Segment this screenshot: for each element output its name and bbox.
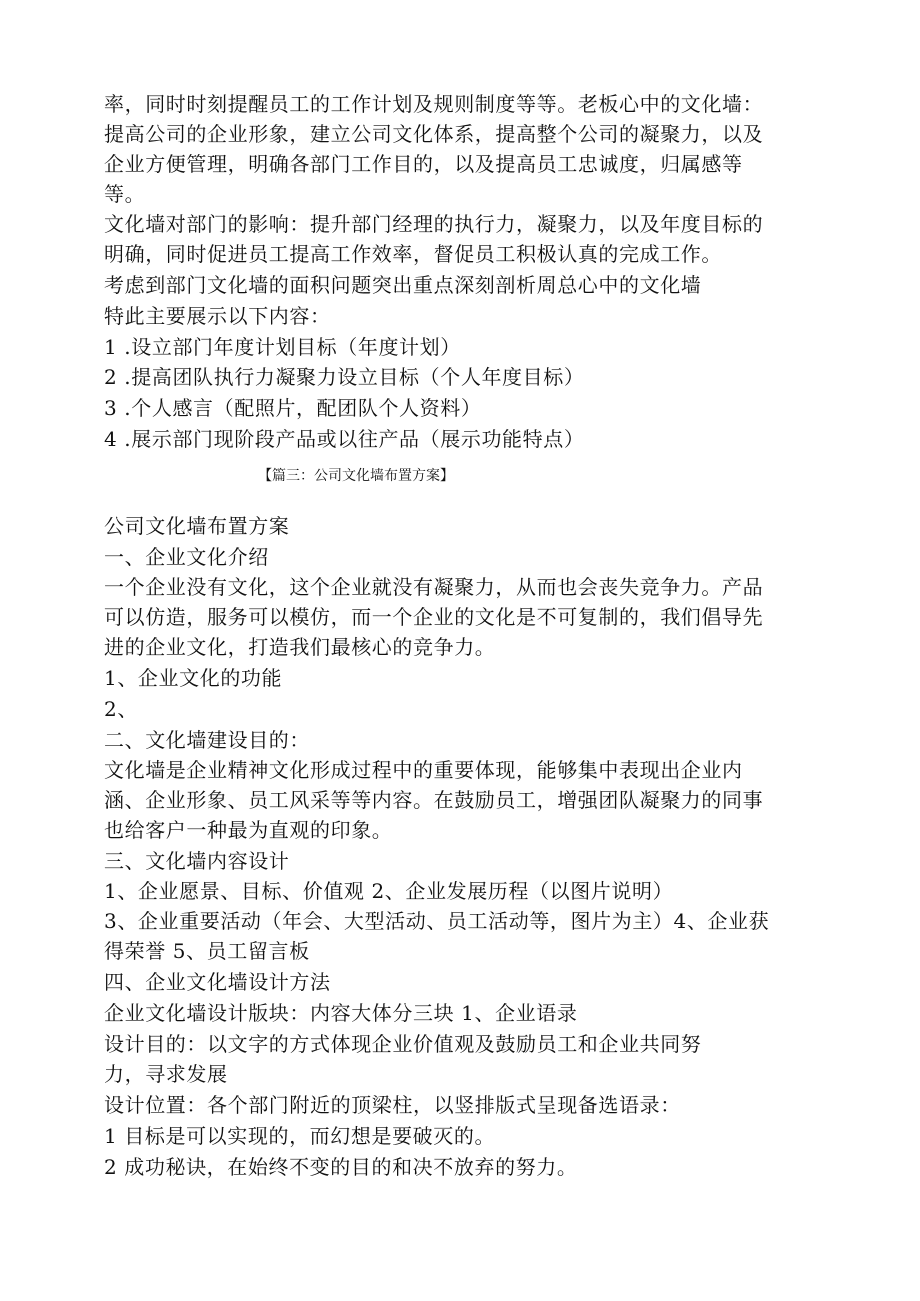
paragraph-line: 文化墙对部门的影响：提升部门经理的执行力，凝聚力，以及年度目标的 xyxy=(104,212,764,236)
section-heading: 二、文化墙建设目的： xyxy=(104,728,310,752)
list-item: 1 目标是可以实现的，而幻想是要破灭的。 xyxy=(104,1124,496,1148)
paragraph-line: 设计目的：以文字的方式体现企业价值观及鼓励员工和企业共同努 xyxy=(104,1032,702,1056)
list-item: 3 .个人感言（配照片，配团队个人资料） xyxy=(104,396,482,420)
section-heading: 一、企业文化介绍 xyxy=(104,545,269,569)
document-title: 公司文化墙布置方案 xyxy=(104,514,290,538)
paragraph-line: 企业方便管理，明确各部门工作目的，以及提高员工忠诚度，归属感等 xyxy=(104,152,743,176)
paragraph-line: 得荣誉 5、员工留言板 xyxy=(104,939,310,963)
section-heading: 四、企业文化墙设计方法 xyxy=(104,970,331,994)
list-item: 2 成功秘诀，在始终不变的目的和决不放弃的努力。 xyxy=(104,1155,578,1179)
paragraph-line: 明确，同时促进员工提高工作效率，督促员工积极认真的完成工作。 xyxy=(104,242,722,266)
paragraph-line: 进的企业文化，打造我们最核心的竞争力。 xyxy=(104,635,496,659)
list-item: 1、企业文化的功能 xyxy=(104,666,283,690)
paragraph-line: 提高公司的企业形象，建立公司文化体系，提高整个公司的凝聚力，以及 xyxy=(104,122,764,146)
paragraph-line: 设计位置：各个部门附近的顶梁柱，以竖排版式呈现备选语录： xyxy=(104,1093,681,1117)
list-item: 2、 xyxy=(104,697,138,721)
paragraph-line: 考虑到部门文化墙的面积问题突出重点深刻剖析周总心中的文化墙 xyxy=(104,273,702,297)
paragraph-line: 文化墙是企业精神文化形成过程中的重要体现，能够集中表现出企业内 xyxy=(104,758,743,782)
paragraph-line: 可以仿造，服务可以模仿，而一个企业的文化是不可复制的，我们倡导先 xyxy=(104,605,764,629)
section-caption: 【篇三：公司文化墙布置方案】 xyxy=(258,468,454,484)
list-item: 4 .展示部门现阶段产品或以往产品（展示功能特点） xyxy=(104,427,585,451)
paragraph-line: 特此主要展示以下内容： xyxy=(104,304,331,328)
paragraph-line: 也给客户一种最为直观的印象。 xyxy=(104,818,393,842)
list-item: 2 .提高团队执行力凝聚力设立目标（个人年度目标） xyxy=(104,365,585,389)
section-heading: 三、文化墙内容设计 xyxy=(104,849,290,873)
paragraph-line: 力，寻求发展 xyxy=(104,1062,228,1086)
paragraph-line: 1、企业愿景、目标、价值观 2、企业发展历程（以图片说明） xyxy=(104,879,674,903)
paragraph-line: 一个企业没有文化，这个企业就没有凝聚力，从而也会丧失竞争力。产品 xyxy=(104,575,764,599)
paragraph-line: 3、企业重要活动（年会、大型活动、员工活动等，图片为主）4、企业获 xyxy=(104,909,770,933)
paragraph-line: 涵、企业形象、员工风采等等内容。在鼓励员工，增强团队凝聚力的同事 xyxy=(104,788,764,812)
paragraph-line: 企业文化墙设计版块：内容大体分三块 1、企业语录 xyxy=(104,1001,578,1025)
paragraph-line: 率，同时时刻提醒员工的工作计划及规则制度等等。老板心中的文化墙： xyxy=(104,92,764,116)
paragraph-line: 等。 xyxy=(104,182,146,206)
list-item: 1 .设立部门年度计划目标（年度计划） xyxy=(104,335,461,359)
